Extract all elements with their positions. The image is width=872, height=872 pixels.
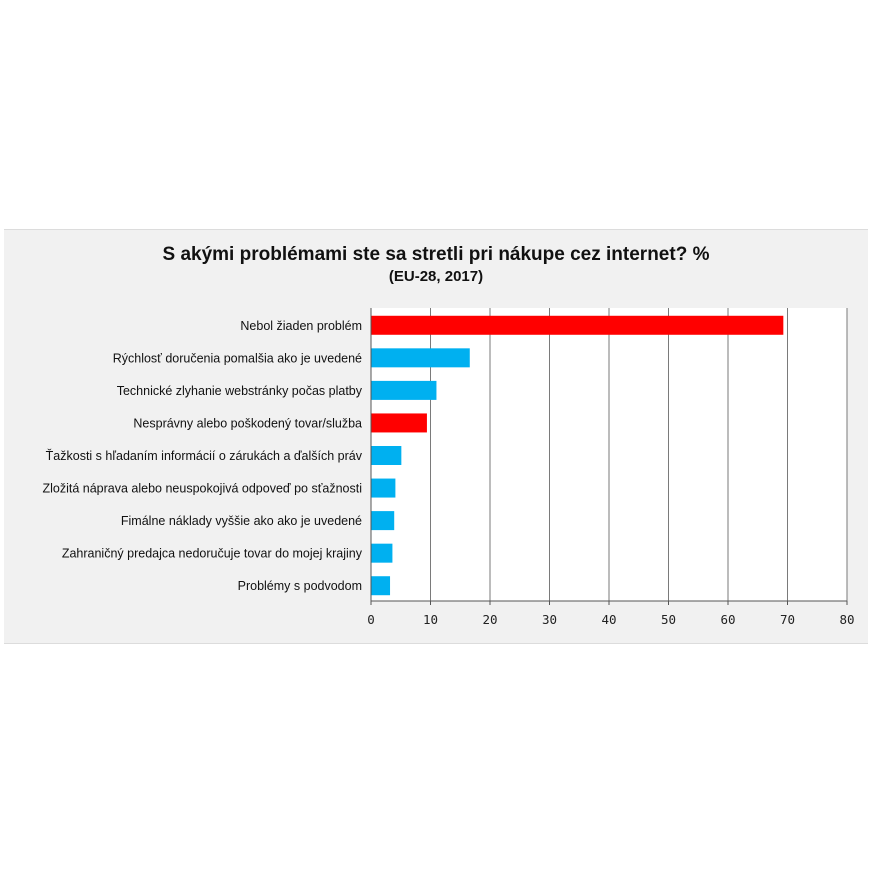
- chart-subtitle: (EU-28, 2017): [388, 268, 484, 285]
- category-label: Nesprávny alebo poškodený tovar/služba: [133, 416, 362, 431]
- category-labels: [42, 319, 362, 593]
- bar: [371, 316, 783, 335]
- x-tick-label: 0: [367, 612, 375, 627]
- x-tick-label: 30: [541, 612, 558, 627]
- chart-title: S akými problémami ste sa stretli pri nákupe cez internet? %: [162, 244, 710, 265]
- category-label: Ťažkosti s hľadaním informácií o zárukách a ďalších práv: [45, 449, 362, 463]
- x-tick-label: 10: [422, 612, 439, 627]
- bar: [371, 446, 401, 465]
- chart-panel: [4, 229, 868, 644]
- category-label: Problémy s podvodom: [237, 579, 362, 594]
- category-label: Fimálne náklady vyššie ako ako je uvedené: [120, 514, 362, 529]
- x-tick-label: 20: [482, 612, 498, 627]
- x-tick-label: 40: [601, 612, 617, 627]
- bar: [371, 348, 470, 367]
- category-label: Technické zlyhanie webstránky počas platby: [116, 383, 362, 398]
- bar: [371, 413, 427, 432]
- bar-chart: [4, 230, 868, 643]
- x-tick-label: 80: [839, 612, 855, 627]
- x-tick-labels: [367, 601, 854, 627]
- bar: [371, 479, 395, 498]
- category-label: Zložitá náprava alebo neuspokojivá odpoveď po sťažnosti: [42, 481, 362, 496]
- bar: [371, 381, 436, 400]
- category-label: Rýchlosť doručenia pomalšia ako je uvedené: [112, 351, 362, 366]
- category-label: Nebol žiaden problém: [240, 318, 362, 333]
- x-tick-label: 60: [720, 612, 736, 627]
- bar: [371, 576, 390, 595]
- x-tick-label: 70: [779, 612, 796, 627]
- bar: [371, 511, 394, 530]
- x-tick-label: 50: [660, 612, 677, 627]
- category-label: Zahraničný predajca nedoručuje tovar do mojej krajiny: [61, 546, 362, 561]
- bar: [371, 544, 392, 563]
